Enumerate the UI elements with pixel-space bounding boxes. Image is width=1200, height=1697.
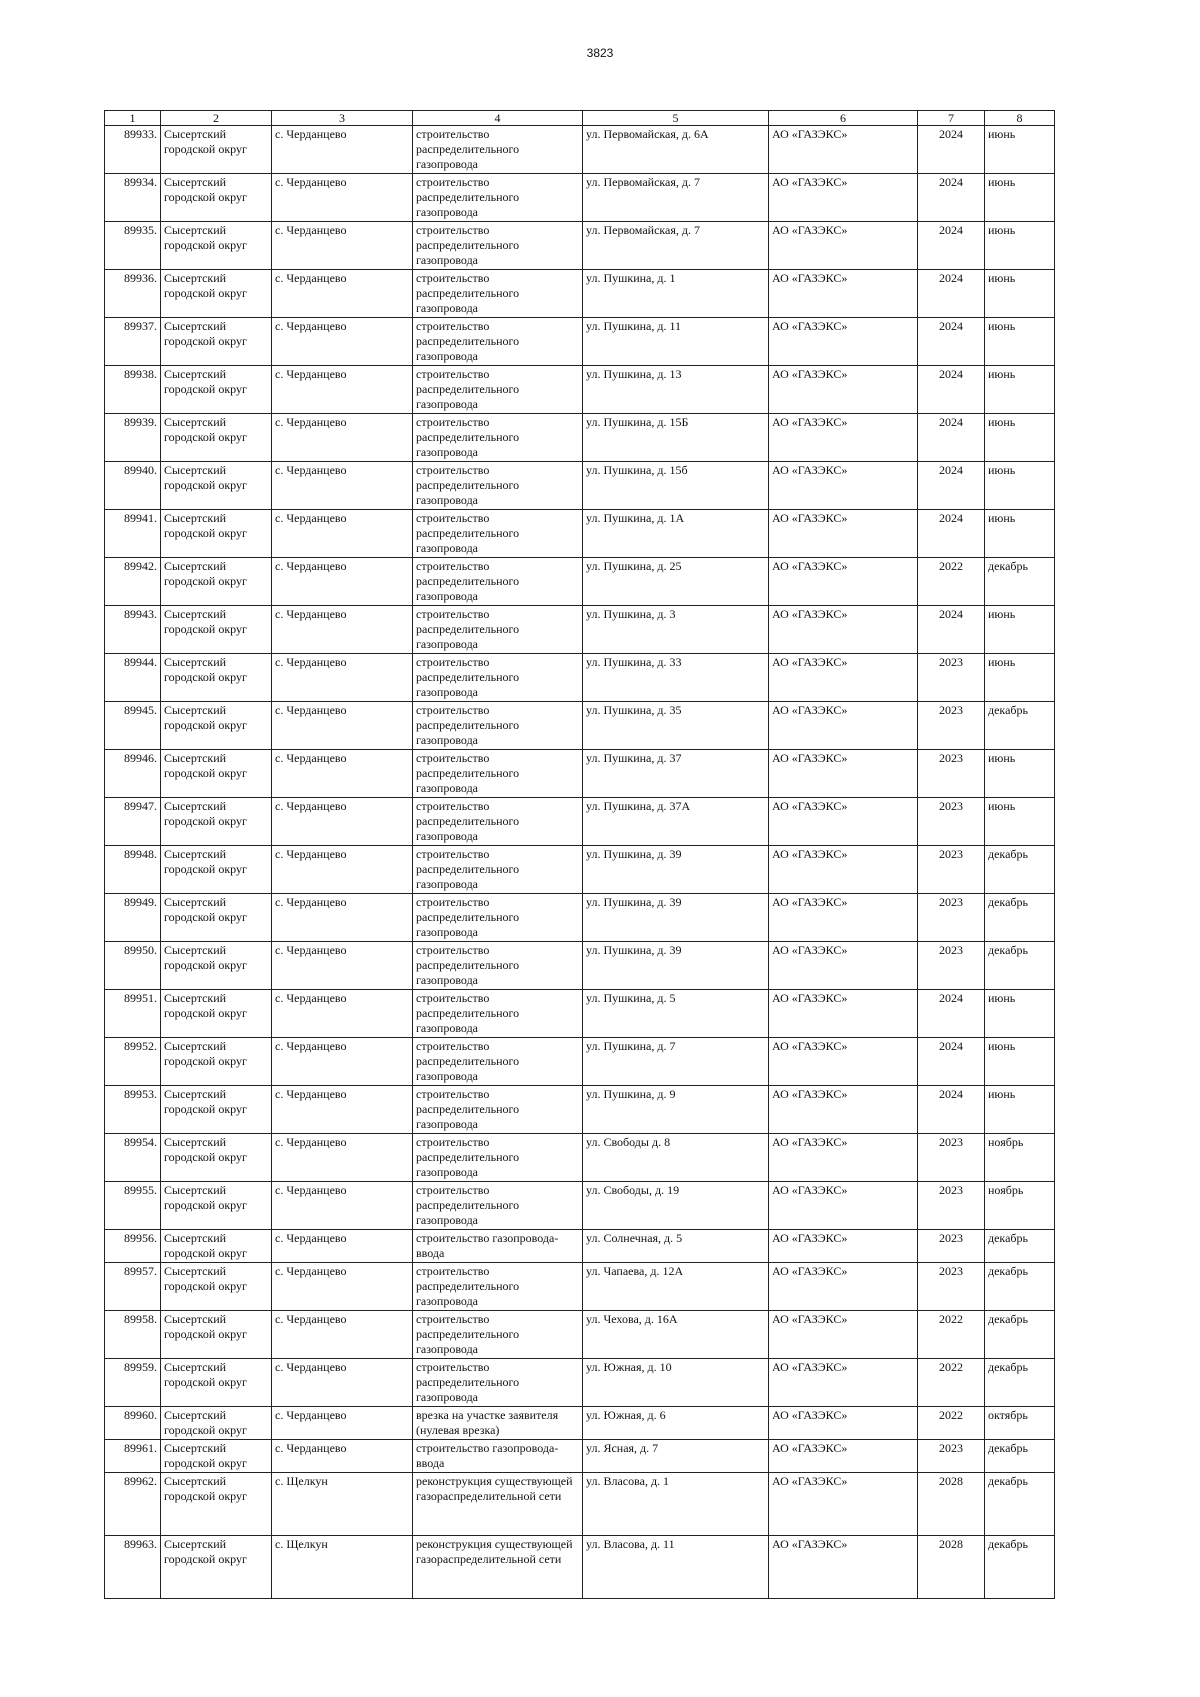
month-cell: декабрь: [985, 1263, 1055, 1311]
table-row: [105, 798, 1055, 846]
table-row: [105, 1134, 1055, 1182]
locality-cell: с. Черданцево: [272, 606, 413, 654]
organization-cell: АО «ГАЗЭКС»: [769, 222, 918, 270]
district-cell: Сысертский городской округ: [161, 606, 272, 654]
organization-cell: АО «ГАЗЭКС»: [769, 990, 918, 1038]
row-number: 89958.: [105, 1311, 161, 1359]
locality-cell: с. Черданцево: [272, 558, 413, 606]
locality-cell: с. Щелкун: [272, 1536, 413, 1599]
row-number: 89944.: [105, 654, 161, 702]
organization-cell: АО «ГАЗЭКС»: [769, 606, 918, 654]
year-cell: 2024: [918, 1086, 985, 1134]
month-cell: декабрь: [985, 1536, 1055, 1599]
locality-cell: с. Черданцево: [272, 1134, 413, 1182]
month-cell: декабрь: [985, 942, 1055, 990]
month-cell: декабрь: [985, 1440, 1055, 1473]
work-type-cell: реконструкция существующей газораспределительной сети: [413, 1536, 583, 1599]
district-cell: Сысертский городской округ: [161, 222, 272, 270]
address-cell: ул. Пушкина, д. 13: [583, 366, 769, 414]
year-cell: 2023: [918, 894, 985, 942]
year-cell: 2024: [918, 222, 985, 270]
row-number: 89943.: [105, 606, 161, 654]
locality-cell: с. Черданцево: [272, 702, 413, 750]
work-type-cell: реконструкция существующей газораспределительной сети: [413, 1473, 583, 1536]
work-type-cell: строительство газопровода-ввода: [413, 1230, 583, 1263]
organization-cell: АО «ГАЗЭКС»: [769, 942, 918, 990]
month-cell: июнь: [985, 174, 1055, 222]
row-number: 89948.: [105, 846, 161, 894]
organization-cell: АО «ГАЗЭКС»: [769, 798, 918, 846]
column-header: 2: [161, 111, 272, 126]
locality-cell: с. Черданцево: [272, 510, 413, 558]
row-number: 89939.: [105, 414, 161, 462]
locality-cell: с. Черданцево: [272, 1407, 413, 1440]
organization-cell: АО «ГАЗЭКС»: [769, 462, 918, 510]
year-cell: 2023: [918, 1230, 985, 1263]
column-header: 8: [985, 111, 1055, 126]
work-type-cell: строительство распределительного газопровода: [413, 942, 583, 990]
table-row: [105, 126, 1055, 174]
row-number: 89933.: [105, 126, 161, 174]
row-number: 89962.: [105, 1473, 161, 1536]
row-number: 89937.: [105, 318, 161, 366]
row-number: 89959.: [105, 1359, 161, 1407]
year-cell: 2023: [918, 846, 985, 894]
month-cell: ноябрь: [985, 1182, 1055, 1230]
month-cell: июнь: [985, 270, 1055, 318]
row-number: 89957.: [105, 1263, 161, 1311]
table-row: [105, 1263, 1055, 1311]
work-type-cell: строительство распределительного газопровода: [413, 1038, 583, 1086]
locality-cell: с. Черданцево: [272, 462, 413, 510]
district-cell: Сысертский городской округ: [161, 1407, 272, 1440]
district-cell: Сысертский городской округ: [161, 270, 272, 318]
work-type-cell: врезка на участке заявителя (нулевая врезка): [413, 1407, 583, 1440]
address-cell: ул. Первомайская, д. 6А: [583, 126, 769, 174]
year-cell: 2022: [918, 1311, 985, 1359]
locality-cell: с. Черданцево: [272, 942, 413, 990]
row-number: 89951.: [105, 990, 161, 1038]
month-cell: июнь: [985, 126, 1055, 174]
address-cell: ул. Пушкина, д. 39: [583, 942, 769, 990]
address-cell: ул. Власова, д. 11: [583, 1536, 769, 1599]
organization-cell: АО «ГАЗЭКС»: [769, 1230, 918, 1263]
table-row: [105, 1473, 1055, 1536]
organization-cell: АО «ГАЗЭКС»: [769, 1536, 918, 1599]
table-row: [105, 846, 1055, 894]
year-cell: 2024: [918, 126, 985, 174]
locality-cell: с. Черданцево: [272, 750, 413, 798]
row-number: 89935.: [105, 222, 161, 270]
address-cell: ул. Пушкина, д. 9: [583, 1086, 769, 1134]
address-cell: ул. Пушкина, д. 39: [583, 894, 769, 942]
year-cell: 2023: [918, 1440, 985, 1473]
month-cell: июнь: [985, 750, 1055, 798]
row-number: 89938.: [105, 366, 161, 414]
organization-cell: АО «ГАЗЭКС»: [769, 894, 918, 942]
locality-cell: с. Черданцево: [272, 1311, 413, 1359]
work-type-cell: строительство распределительного газопровода: [413, 1311, 583, 1359]
row-number: 89960.: [105, 1407, 161, 1440]
row-number: 89946.: [105, 750, 161, 798]
address-cell: ул. Пушкина, д. 37: [583, 750, 769, 798]
district-cell: Сысертский городской округ: [161, 1440, 272, 1473]
table-row: [105, 174, 1055, 222]
address-cell: ул. Пушкина, д. 15б: [583, 462, 769, 510]
locality-cell: с. Черданцево: [272, 414, 413, 462]
month-cell: июнь: [985, 222, 1055, 270]
work-type-cell: строительство распределительного газопровода: [413, 750, 583, 798]
row-number: 89950.: [105, 942, 161, 990]
row-number: 89955.: [105, 1182, 161, 1230]
address-cell: ул. Свободы, д. 19: [583, 1182, 769, 1230]
address-cell: ул. Пушкина, д. 33: [583, 654, 769, 702]
district-cell: Сысертский городской округ: [161, 126, 272, 174]
work-type-cell: строительство распределительного газопровода: [413, 414, 583, 462]
organization-cell: АО «ГАЗЭКС»: [769, 366, 918, 414]
work-type-cell: строительство распределительного газопровода: [413, 126, 583, 174]
month-cell: июнь: [985, 366, 1055, 414]
locality-cell: с. Черданцево: [272, 1230, 413, 1263]
month-cell: июнь: [985, 990, 1055, 1038]
month-cell: декабрь: [985, 702, 1055, 750]
address-cell: ул. Пушкина, д. 1А: [583, 510, 769, 558]
address-cell: ул. Первомайская, д. 7: [583, 222, 769, 270]
address-cell: ул. Пушкина, д. 35: [583, 702, 769, 750]
locality-cell: с. Черданцево: [272, 798, 413, 846]
organization-cell: АО «ГАЗЭКС»: [769, 750, 918, 798]
table-row: [105, 1407, 1055, 1440]
district-cell: Сысертский городской округ: [161, 750, 272, 798]
table-row: [105, 990, 1055, 1038]
year-cell: 2023: [918, 798, 985, 846]
table-row: [105, 1038, 1055, 1086]
month-cell: июнь: [985, 510, 1055, 558]
locality-cell: с. Черданцево: [272, 1038, 413, 1086]
locality-cell: с. Черданцево: [272, 318, 413, 366]
work-type-cell: строительство распределительного газопровода: [413, 558, 583, 606]
address-cell: ул. Южная, д. 10: [583, 1359, 769, 1407]
work-type-cell: строительство распределительного газопровода: [413, 222, 583, 270]
district-cell: Сысертский городской округ: [161, 1134, 272, 1182]
year-cell: 2022: [918, 1359, 985, 1407]
row-number: 89947.: [105, 798, 161, 846]
work-type-cell: строительство распределительного газопровода: [413, 1182, 583, 1230]
work-type-cell: строительство распределительного газопровода: [413, 1359, 583, 1407]
district-cell: Сысертский городской округ: [161, 942, 272, 990]
table-row: [105, 606, 1055, 654]
row-number: 89963.: [105, 1536, 161, 1599]
locality-cell: с. Черданцево: [272, 1263, 413, 1311]
month-cell: октябрь: [985, 1407, 1055, 1440]
column-header: 7: [918, 111, 985, 126]
row-number: 89942.: [105, 558, 161, 606]
organization-cell: АО «ГАЗЭКС»: [769, 1473, 918, 1536]
table-row: [105, 942, 1055, 990]
row-number: 89940.: [105, 462, 161, 510]
year-cell: 2024: [918, 174, 985, 222]
address-cell: ул. Пушкина, д. 3: [583, 606, 769, 654]
year-cell: 2023: [918, 654, 985, 702]
locality-cell: с. Черданцево: [272, 990, 413, 1038]
district-cell: Сысертский городской округ: [161, 846, 272, 894]
table-row: [105, 462, 1055, 510]
month-cell: июнь: [985, 606, 1055, 654]
row-number: 89941.: [105, 510, 161, 558]
address-cell: ул. Пушкина, д. 5: [583, 990, 769, 1038]
organization-cell: АО «ГАЗЭКС»: [769, 1359, 918, 1407]
work-type-cell: строительство распределительного газопровода: [413, 318, 583, 366]
column-header: 1: [105, 111, 161, 126]
locality-cell: с. Черданцево: [272, 174, 413, 222]
table-row: [105, 366, 1055, 414]
month-cell: июнь: [985, 1038, 1055, 1086]
address-cell: ул. Пушкина, д. 39: [583, 846, 769, 894]
organization-cell: АО «ГАЗЭКС»: [769, 1134, 918, 1182]
table-row: [105, 510, 1055, 558]
work-type-cell: строительство распределительного газопровода: [413, 1134, 583, 1182]
year-cell: 2022: [918, 558, 985, 606]
month-cell: декабрь: [985, 894, 1055, 942]
work-type-cell: строительство распределительного газопровода: [413, 798, 583, 846]
month-cell: декабрь: [985, 1311, 1055, 1359]
address-cell: ул. Южная, д. 6: [583, 1407, 769, 1440]
locality-cell: с. Черданцево: [272, 270, 413, 318]
year-cell: 2024: [918, 414, 985, 462]
row-number: 89936.: [105, 270, 161, 318]
year-cell: 2023: [918, 750, 985, 798]
district-cell: Сысертский городской округ: [161, 702, 272, 750]
work-type-cell: строительство распределительного газопровода: [413, 846, 583, 894]
district-cell: Сысертский городской округ: [161, 414, 272, 462]
year-cell: 2024: [918, 462, 985, 510]
row-number: 89945.: [105, 702, 161, 750]
district-cell: Сысертский городской округ: [161, 366, 272, 414]
address-cell: ул. Солнечная, д. 5: [583, 1230, 769, 1263]
organization-cell: АО «ГАЗЭКС»: [769, 1038, 918, 1086]
locality-cell: с. Черданцево: [272, 846, 413, 894]
work-type-cell: строительство распределительного газопровода: [413, 174, 583, 222]
month-cell: июнь: [985, 1086, 1055, 1134]
table-row: [105, 414, 1055, 462]
month-cell: июнь: [985, 318, 1055, 366]
locality-cell: с. Черданцево: [272, 366, 413, 414]
organization-cell: АО «ГАЗЭКС»: [769, 558, 918, 606]
address-cell: ул. Ясная, д. 7: [583, 1440, 769, 1473]
address-cell: ул. Свободы д. 8: [583, 1134, 769, 1182]
page-number: 3823: [586, 46, 614, 60]
address-cell: ул. Власова, д. 1: [583, 1473, 769, 1536]
work-type-cell: строительство распределительного газопровода: [413, 462, 583, 510]
locality-cell: с. Черданцево: [272, 1440, 413, 1473]
table-row: [105, 1311, 1055, 1359]
locality-cell: с. Черданцево: [272, 222, 413, 270]
organization-cell: АО «ГАЗЭКС»: [769, 702, 918, 750]
year-cell: 2024: [918, 366, 985, 414]
district-cell: Сысертский городской округ: [161, 318, 272, 366]
address-cell: ул. Пушкина, д. 25: [583, 558, 769, 606]
table-row: [105, 654, 1055, 702]
address-cell: ул. Первомайская, д. 7: [583, 174, 769, 222]
table-row: [105, 750, 1055, 798]
month-cell: июнь: [985, 798, 1055, 846]
organization-cell: АО «ГАЗЭКС»: [769, 126, 918, 174]
organization-cell: АО «ГАЗЭКС»: [769, 1311, 918, 1359]
work-type-cell: строительство распределительного газопровода: [413, 270, 583, 318]
work-type-cell: строительство распределительного газопровода: [413, 894, 583, 942]
organization-cell: АО «ГАЗЭКС»: [769, 846, 918, 894]
organization-cell: АО «ГАЗЭКС»: [769, 414, 918, 462]
work-type-cell: строительство распределительного газопровода: [413, 702, 583, 750]
address-cell: ул. Чехова, д. 16А: [583, 1311, 769, 1359]
locality-cell: с. Щелкун: [272, 1473, 413, 1536]
year-cell: 2024: [918, 990, 985, 1038]
organization-cell: АО «ГАЗЭКС»: [769, 174, 918, 222]
locality-cell: с. Черданцево: [272, 126, 413, 174]
district-cell: Сысертский городской округ: [161, 558, 272, 606]
district-cell: Сысертский городской округ: [161, 1263, 272, 1311]
district-cell: Сысертский городской округ: [161, 462, 272, 510]
table-row: [105, 1086, 1055, 1134]
district-cell: Сысертский городской округ: [161, 894, 272, 942]
row-number: 89954.: [105, 1134, 161, 1182]
month-cell: декабрь: [985, 1230, 1055, 1263]
year-cell: 2028: [918, 1536, 985, 1599]
year-cell: 2023: [918, 1134, 985, 1182]
locality-cell: с. Черданцево: [272, 1086, 413, 1134]
locality-cell: с. Черданцево: [272, 1182, 413, 1230]
work-type-cell: строительство распределительного газопровода: [413, 1086, 583, 1134]
month-cell: декабрь: [985, 846, 1055, 894]
row-number: 89953.: [105, 1086, 161, 1134]
work-type-cell: строительство распределительного газопровода: [413, 1263, 583, 1311]
district-cell: Сысертский городской округ: [161, 990, 272, 1038]
address-cell: ул. Пушкина, д. 1: [583, 270, 769, 318]
organization-cell: АО «ГАЗЭКС»: [769, 1263, 918, 1311]
table-row: [105, 1359, 1055, 1407]
row-number: 89952.: [105, 1038, 161, 1086]
month-cell: ноябрь: [985, 1134, 1055, 1182]
row-number: 89956.: [105, 1230, 161, 1263]
work-type-cell: строительство распределительного газопровода: [413, 990, 583, 1038]
district-cell: Сысертский городской округ: [161, 654, 272, 702]
work-type-cell: строительство распределительного газопровода: [413, 510, 583, 558]
address-cell: ул. Пушкина, д. 15Б: [583, 414, 769, 462]
district-cell: Сысертский городской округ: [161, 1473, 272, 1536]
year-cell: 2024: [918, 1038, 985, 1086]
table-row: [105, 318, 1055, 366]
year-cell: 2023: [918, 942, 985, 990]
address-cell: ул. Пушкина, д. 11: [583, 318, 769, 366]
address-cell: ул. Пушкина, д. 7: [583, 1038, 769, 1086]
table-row: [105, 1536, 1055, 1599]
year-cell: 2028: [918, 1473, 985, 1536]
table-row: [105, 894, 1055, 942]
district-cell: Сысертский городской округ: [161, 1359, 272, 1407]
month-cell: июнь: [985, 414, 1055, 462]
row-number: 89961.: [105, 1440, 161, 1473]
district-cell: Сысертский городской округ: [161, 1086, 272, 1134]
organization-cell: АО «ГАЗЭКС»: [769, 270, 918, 318]
table-row: [105, 1230, 1055, 1263]
work-type-cell: строительство распределительного газопровода: [413, 654, 583, 702]
month-cell: декабрь: [985, 1473, 1055, 1536]
table-row: [105, 558, 1055, 606]
table-row: [105, 222, 1055, 270]
column-header: 5: [583, 111, 769, 126]
column-header: 3: [272, 111, 413, 126]
organization-cell: АО «ГАЗЭКС»: [769, 318, 918, 366]
organization-cell: АО «ГАЗЭКС»: [769, 654, 918, 702]
data-table: [104, 110, 1055, 1599]
organization-cell: АО «ГАЗЭКС»: [769, 1407, 918, 1440]
organization-cell: АО «ГАЗЭКС»: [769, 1440, 918, 1473]
year-cell: 2023: [918, 1263, 985, 1311]
work-type-cell: строительство газопровода-ввода: [413, 1440, 583, 1473]
address-cell: ул. Пушкина, д. 37А: [583, 798, 769, 846]
year-cell: 2023: [918, 1182, 985, 1230]
locality-cell: с. Черданцево: [272, 1359, 413, 1407]
row-number: 89934.: [105, 174, 161, 222]
year-cell: 2024: [918, 606, 985, 654]
month-cell: июнь: [985, 462, 1055, 510]
row-number: 89949.: [105, 894, 161, 942]
district-cell: Сысертский городской округ: [161, 510, 272, 558]
organization-cell: АО «ГАЗЭКС»: [769, 510, 918, 558]
table-row: [105, 702, 1055, 750]
address-cell: ул. Чапаева, д. 12А: [583, 1263, 769, 1311]
organization-cell: АО «ГАЗЭКС»: [769, 1182, 918, 1230]
column-header: 6: [769, 111, 918, 126]
district-cell: Сысертский городской округ: [161, 1230, 272, 1263]
year-cell: 2022: [918, 1407, 985, 1440]
month-cell: декабрь: [985, 558, 1055, 606]
district-cell: Сысертский городской округ: [161, 1182, 272, 1230]
month-cell: июнь: [985, 654, 1055, 702]
month-cell: декабрь: [985, 1359, 1055, 1407]
year-cell: 2024: [918, 270, 985, 318]
locality-cell: с. Черданцево: [272, 894, 413, 942]
district-cell: Сысертский городской округ: [161, 1038, 272, 1086]
work-type-cell: строительство распределительного газопровода: [413, 366, 583, 414]
work-type-cell: строительство распределительного газопровода: [413, 606, 583, 654]
year-cell: 2024: [918, 318, 985, 366]
district-cell: Сысертский городской округ: [161, 1311, 272, 1359]
year-cell: 2023: [918, 702, 985, 750]
district-cell: Сысертский городской округ: [161, 1536, 272, 1599]
table-row: [105, 1440, 1055, 1473]
district-cell: Сысертский городской округ: [161, 798, 272, 846]
organization-cell: АО «ГАЗЭКС»: [769, 1086, 918, 1134]
table-row: [105, 1182, 1055, 1230]
table-row: [105, 270, 1055, 318]
year-cell: 2024: [918, 510, 985, 558]
locality-cell: с. Черданцево: [272, 654, 413, 702]
district-cell: Сысертский городской округ: [161, 174, 272, 222]
column-header: 4: [413, 111, 583, 126]
column-numbers-row: [105, 111, 1055, 126]
